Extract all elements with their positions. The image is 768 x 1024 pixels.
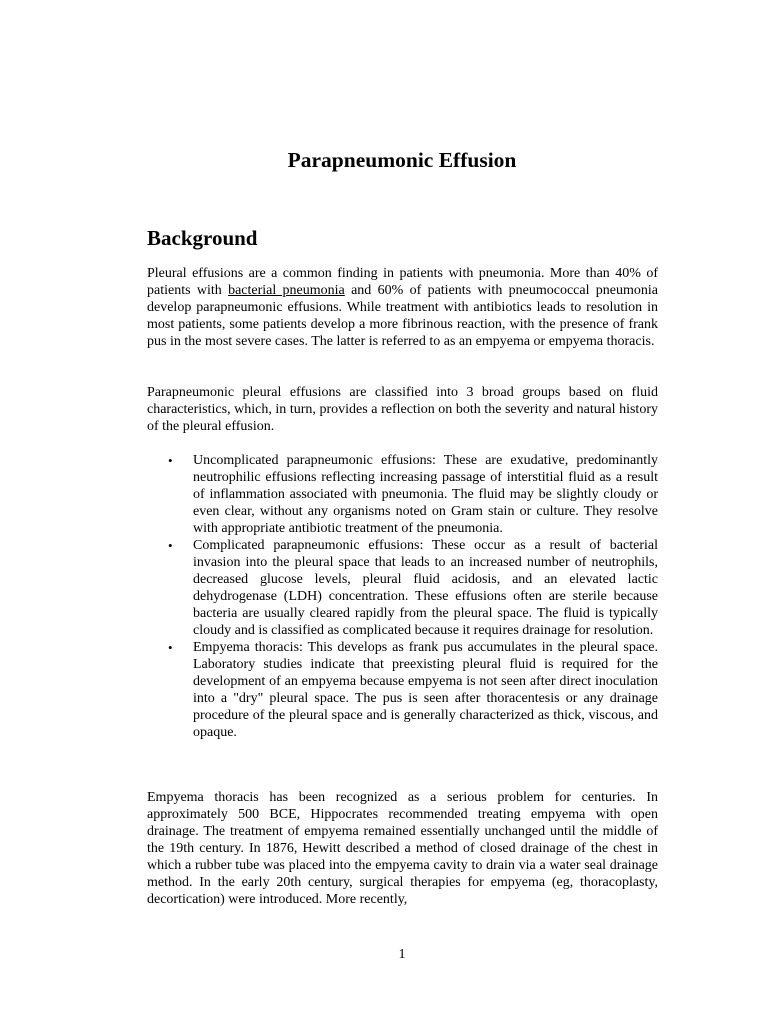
list-item [147, 452, 658, 537]
bullet-icon: • [168, 538, 173, 553]
bullet-icon: • [168, 640, 173, 655]
list-item-text: Empyema thoracis: This develops as frank pus accumulates in the pleural space. Laboratory studies indicate that preexisting pleural fluid is required for the development of an empyema because empyema is not seen after direct inoculation into a "dry" pleural space. The pus is seen after thoracentesis or any drainage procedure of the pleural space and is generally characterized as thick, viscous, and opaque. [193, 640, 658, 740]
paragraph-intro-text-start: Pleural effusions are a common finding in patients with pneumonia. More than 40% of patients with [147, 266, 658, 298]
section-heading-background: Background [147, 226, 258, 250]
list-item-text: Complicated parapneumonic effusions: These occur as a result of bacterial invasion into the pleural space that leads to an increased number of neutrophils, decreased glucose levels, pleural fluid acidosis, and an elevated lactic dehydrogenase (LDH) concentration. These effusions often are sterile because bacteria are usually cleared rapidly from the pleural space. The fluid is typically cloudy and is classified as complicated because it requires drainage for resolution. [193, 538, 658, 638]
bullet-icon: • [168, 453, 173, 468]
paragraph-intro-text-end: and 60% of patients with pneumococcal pneumonia develop parapneumonic effusions. While treatment with antibiotics leads to resolution in most patients, some patients develop a more fibrinous reaction, with the presence of frank pus in the most severe cases. The latter is referred to as an empyema or empyema thoracis. [147, 283, 658, 349]
bacterial-pneumonia-link[interactable]: bacterial pneumonia [228, 283, 345, 298]
document-title: Parapneumonic Effusion [287, 148, 517, 172]
list-item [147, 537, 658, 639]
paragraph-history: Empyema thoracis has been recognized as a serious problem for centuries. In approximately 500 BCE, Hippocrates recommended treating empyema with open drainage. The treatment of empyema remained essentially unchanged until the middle of the 19th century. In 1876, Hewitt described a method of closed drainage of the chest in which a rubber tube was placed into the empyema cavity to drain via a water seal drainage method. In the early 20th century, surgical therapies for empyema (eg, thoracoplasty, decortication) were introduced. More recently, [147, 790, 658, 907]
list-item-text: Uncomplicated parapneumonic effusions: These are exudative, predominantly neutrophilic effusions reflecting increasing passage of interstitial fluid as a result of inflammation associated with pneumonia. The fluid may be slightly cloudy or even clear, without any organisms noted on Gram stain or culture. They resolve with appropriate antibiotic treatment of the pneumonia. [193, 453, 658, 536]
effusion-types-list [147, 452, 658, 741]
page-number: 1 [398, 947, 406, 962]
list-item [147, 639, 658, 741]
paragraph-intro [147, 265, 658, 350]
paragraph-classification: Parapneumonic pleural effusions are classified into 3 broad groups based on fluid characteristics, which, in turn, provides a reflection on both the severity and natural history of the pleural effusion. [147, 385, 658, 434]
